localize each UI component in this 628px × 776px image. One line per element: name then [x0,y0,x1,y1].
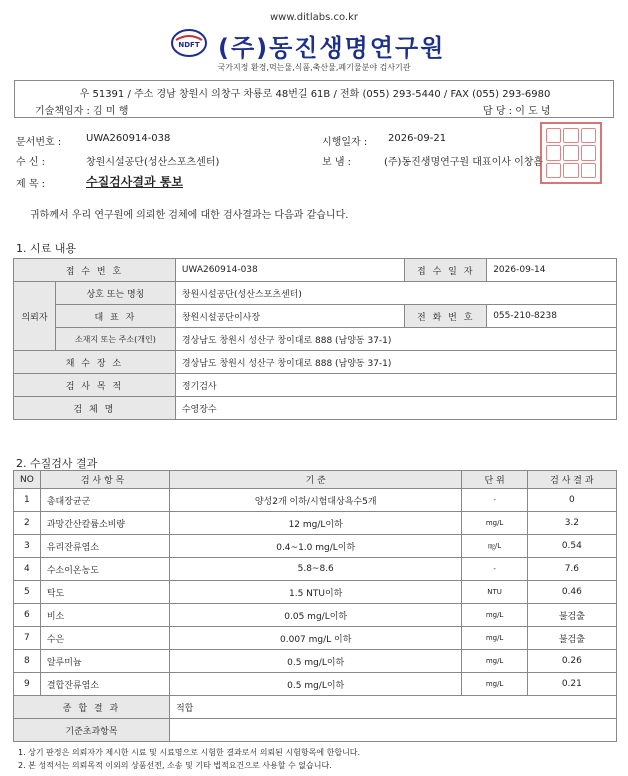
table-row [14,328,617,351]
row-unit: mg/L [462,512,527,535]
seal-pattern [546,128,596,178]
row-unit: NTU [462,581,527,604]
sender: (주)동진생명연구원 대표이사 이창흠 [384,157,544,168]
doc-no-label: 문서번호 : [16,137,62,148]
row-unit: - [462,558,527,581]
table-row [14,351,617,374]
table-row [14,627,617,650]
table-header-row [14,471,617,489]
row-result: 0.46 [527,581,616,604]
row-no: 2 [14,512,41,535]
row-standard: 0.5 mg/L이하 [169,673,461,696]
contact-person: 담 당 : 이 도 녕 [483,106,551,117]
table-row [14,650,617,673]
row-item: 비소 [40,604,169,627]
receipt-date-label: 접 수 일 자 [405,259,487,282]
header-standard: 기 준 [169,471,461,489]
rep: 창원시설공단이사장 [175,305,404,328]
row-no: 4 [14,558,41,581]
sample-info-table [13,258,617,420]
table-row [14,397,617,420]
row-item: 수은 [40,627,169,650]
row-item: 과망간산칼륨소비량 [40,512,169,535]
address: 경상남도 창원시 성산구 창이대로 888 (남양동 37-1) [175,328,616,351]
row-result: 3.2 [527,512,616,535]
row-unit: ㎎/L [462,535,527,558]
table-row [14,604,617,627]
table-row [14,673,617,696]
company-seal [540,122,602,184]
result-rows [14,489,617,696]
org-tagline: 국가지정 환경,먹는물,식품,축산물,폐기물분야 검사기관 [217,63,411,72]
row-standard: 12 mg/L이하 [169,512,461,535]
header-result: 검 사 결 과 [527,471,616,489]
row-result: 0.26 [527,650,616,673]
receipt-no: UWA260914-038 [175,259,404,282]
contact-address-line: 우 51391 / 주소 경남 창원시 의창구 차룡로 48번길 61B / 전화 (055) 293-5440 / FAX (055) 293-6980 [79,89,551,100]
table-row [14,489,617,512]
specimen-label: 검 체 명 [14,397,176,420]
table-row [14,696,617,719]
row-item: 탁도 [40,581,169,604]
section1-title: 1. 시료 내용 [16,242,76,255]
row-item: 알루미늄 [40,650,169,673]
org-name: (주)동진생명연구원 [218,34,446,62]
table-row [14,719,617,742]
contact-box [14,80,614,118]
header-unit: 단 위 [462,471,527,489]
results-table [13,470,617,742]
row-result: 0.54 [527,535,616,558]
tech-manager: 기술책임자 : 김 미 행 [35,106,129,117]
logo-mark-text: NDFT [178,41,200,49]
row-item: 수소이온농도 [40,558,169,581]
row-result: 0.21 [527,673,616,696]
row-result: 7.6 [527,558,616,581]
table-row [14,374,617,397]
recipient-label: 수 신 : [16,157,46,168]
row-result: 불검출 [527,627,616,650]
date-label: 시행일자 : [322,137,368,148]
issue-date: 2026-09-21 [388,133,447,144]
footnote-1: 1. 상기 판정은 의뢰자가 제시한 시료 및 시료명으로 시험한 결과로서 의뢰된 시험항목에 한합니다. [18,748,361,757]
row-unit: mg/L [462,604,527,627]
table-row [14,581,617,604]
rep-label: 대 표 자 [55,305,175,328]
row-standard: 양성2개 이하/시험대상욕수5개 [169,489,461,512]
row-no: 8 [14,650,41,673]
subject: 수질검사결과 통보 [86,175,183,189]
receipt-no-label: 접 수 번 호 [14,259,176,282]
row-no: 3 [14,535,41,558]
intro-text: 귀하께서 우리 연구원에 의뢰한 검체에 대한 검사결과는 다음과 같습니다. [30,210,349,221]
row-standard: 0.05 mg/L이하 [169,604,461,627]
footnote-2: 2. 본 성적서는 의뢰목적 이외의 상품선전, 소송 및 기타 법적요건으로 사용할 수 없습니다. [18,761,332,770]
overall-label: 종 합 결 과 [14,696,170,719]
recipient: 창원시설공단(성산스포츠센터) [86,157,220,168]
row-unit: - [462,489,527,512]
row-standard: 0.5 mg/L이하 [169,650,461,673]
row-item: 결합잔류염소 [40,673,169,696]
row-item: 총대장균군 [40,489,169,512]
phone: 055-210-8238 [487,305,617,328]
org-logo [170,28,470,62]
receipt-date: 2026-09-14 [487,259,617,282]
client-label: 의뢰자 [14,282,56,351]
header-no: NO [14,471,41,489]
row-no: 7 [14,627,41,650]
address-label: 소재지 또는 주소(개인) [55,328,175,351]
sampling-place: 경상남도 창원시 성산구 창이대로 888 (남양동 37-1) [175,351,616,374]
row-standard: 0.007 mg/L 이하 [169,627,461,650]
row-no: 9 [14,673,41,696]
specimen: 수영장수 [175,397,616,420]
phone-label: 전 화 번 호 [405,305,487,328]
table-row [14,305,617,328]
doc-no: UWA260914-038 [86,133,171,144]
row-no: 5 [14,581,41,604]
table-row [14,558,617,581]
purpose-label: 검 사 목 적 [14,374,176,397]
row-no: 6 [14,604,41,627]
row-standard: 5.8~8.6 [169,558,461,581]
row-unit: mg/L [462,650,527,673]
table-row [14,512,617,535]
row-standard: 0.4~1.0 mg/L이하 [169,535,461,558]
exceed-label: 기준초과항목 [14,719,170,742]
row-item: 유리잔류염소 [40,535,169,558]
table-row [14,535,617,558]
row-result: 0 [527,489,616,512]
website-url: www.ditlabs.co.kr [269,12,358,23]
table-row [14,282,617,305]
table-row [14,259,617,282]
row-result: 불검출 [527,604,616,627]
sender-label: 보 냄 : [322,157,352,168]
company: 창원시설공단(성산스포츠센터) [175,282,616,305]
subject-label: 제 목 : [16,179,46,190]
row-standard: 1.5 NTU이하 [169,581,461,604]
row-unit: mg/L [462,673,527,696]
purpose: 정기검사 [175,374,616,397]
sampling-label: 채 수 장 소 [14,351,176,374]
header-item: 검 사 항 목 [40,471,169,489]
org-emblem-icon [170,28,208,58]
row-unit: mg/L [462,627,527,650]
section2-title: 2. 수질검사 결과 [16,457,98,470]
company-label: 상호 또는 명칭 [55,282,175,305]
row-no: 1 [14,489,41,512]
exceed-items [169,719,616,742]
overall-result: 적합 [169,696,616,719]
